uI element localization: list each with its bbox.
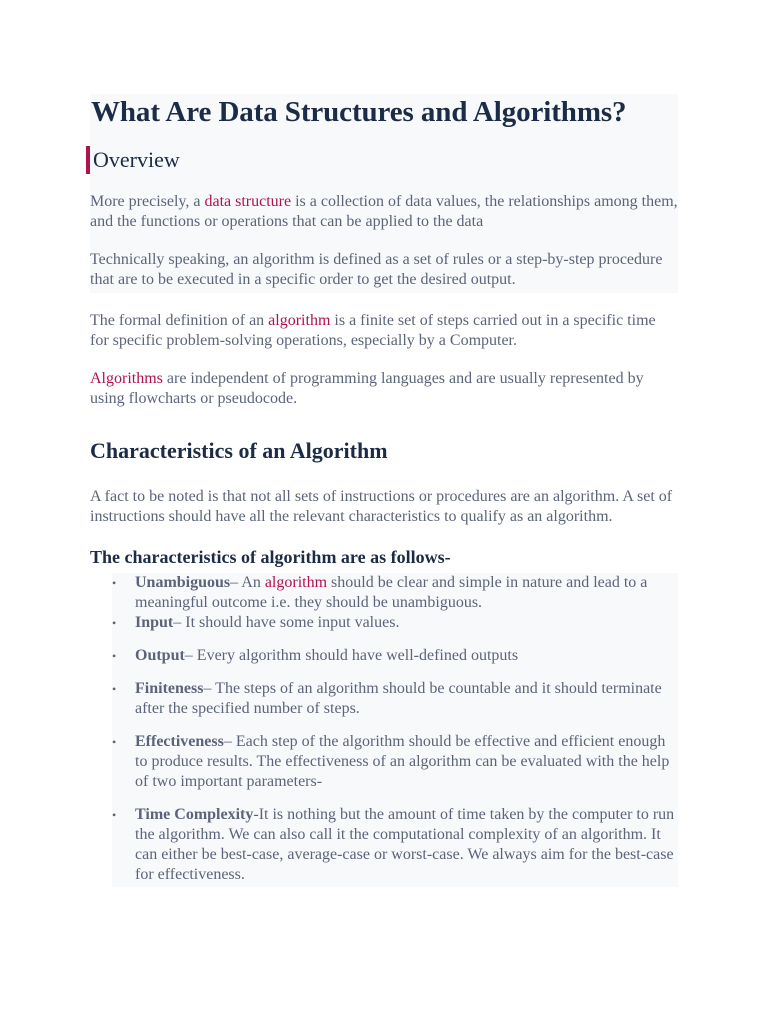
- term-label: Finiteness: [135, 680, 204, 697]
- text-span: should be clear and simple in nature and lead to a meaningful outcome i.e. they should be unambiguous.: [135, 574, 648, 611]
- list-item-effectiveness: [112, 732, 678, 792]
- text-span: – An: [230, 574, 265, 591]
- text-span: The formal definition of an: [90, 312, 269, 329]
- page-title: What Are Data Structures and Algorithms?: [91, 96, 627, 128]
- list-item-finiteness: [112, 679, 678, 719]
- text-span: – The steps of an algorithm should be countable and it should terminate after the specified number of steps.: [135, 680, 662, 717]
- text-span: is a collection of data values, the relationships among them, and the functions or operations that can be applied to the data: [90, 193, 678, 230]
- term-label: Output: [135, 647, 185, 664]
- list-item-unambiguous: [112, 573, 678, 613]
- term-label: Time Complexity: [135, 806, 254, 823]
- term-label: Effectiveness: [135, 733, 224, 750]
- overview-heading: Overview: [86, 146, 678, 174]
- list-item-output: [112, 646, 678, 666]
- text-span: is a finite set of steps carried out in a specific time for specific problem-solving operations, especially by a Computer.: [90, 312, 656, 349]
- overview-paragraph-4: [90, 369, 678, 409]
- list-item-time-complexity: [112, 805, 678, 885]
- article: [90, 94, 678, 887]
- characteristics-heading: Characteristics of an Algorithm: [90, 438, 388, 463]
- list-item-input: [112, 613, 678, 633]
- characteristics-intro: A fact to be noted is that not all sets of instructions or procedures are an algorithm. A set of instructions should have all the relevant characteristics to qualify as an algorithm.: [90, 488, 673, 525]
- text-span: More precisely, a: [90, 193, 205, 210]
- term-label: Input: [135, 614, 174, 631]
- data-structure-link[interactable]: data structure: [204, 193, 292, 210]
- text-span: – It should have some input values.: [173, 614, 400, 631]
- algorithms-link[interactable]: Algorithms: [90, 370, 163, 387]
- text-span: – Every algorithm should have well-defined outputs: [184, 647, 519, 664]
- algorithm-link[interactable]: algorithm: [268, 312, 331, 329]
- intro-block: [90, 94, 678, 293]
- algorithm-link[interactable]: algorithm: [264, 574, 328, 591]
- overview-paragraph-2: Technically speaking, an algorithm is defined as a set of rules or a step-by-step procedure that are to be executed in a specific order to get the desired output.: [90, 251, 663, 288]
- text-span: -It is nothing but the amount of time taken by the computer to run the algorithm. We can also call it the computational complexity of an algorithm. It can either be best-case, average-case or worst-case. We always aim for the best-case for effectiveness.: [135, 806, 675, 883]
- characteristics-list: [112, 573, 678, 887]
- text-span: – Each step of the algorithm should be effective and efficient enough to produce results. The effectiveness of an algorithm can be evaluated with the help of two important parameters-: [135, 733, 670, 790]
- overview-paragraph-1: [90, 192, 678, 232]
- overview-paragraph-3: [90, 311, 678, 351]
- characteristics-subheading: The characteristics of algorithm are as follows-: [90, 547, 451, 567]
- text-span: are independent of programming languages and are usually represented by using flowcharts or pseudocode.: [90, 370, 644, 407]
- term-label: Unambiguous: [135, 574, 231, 591]
